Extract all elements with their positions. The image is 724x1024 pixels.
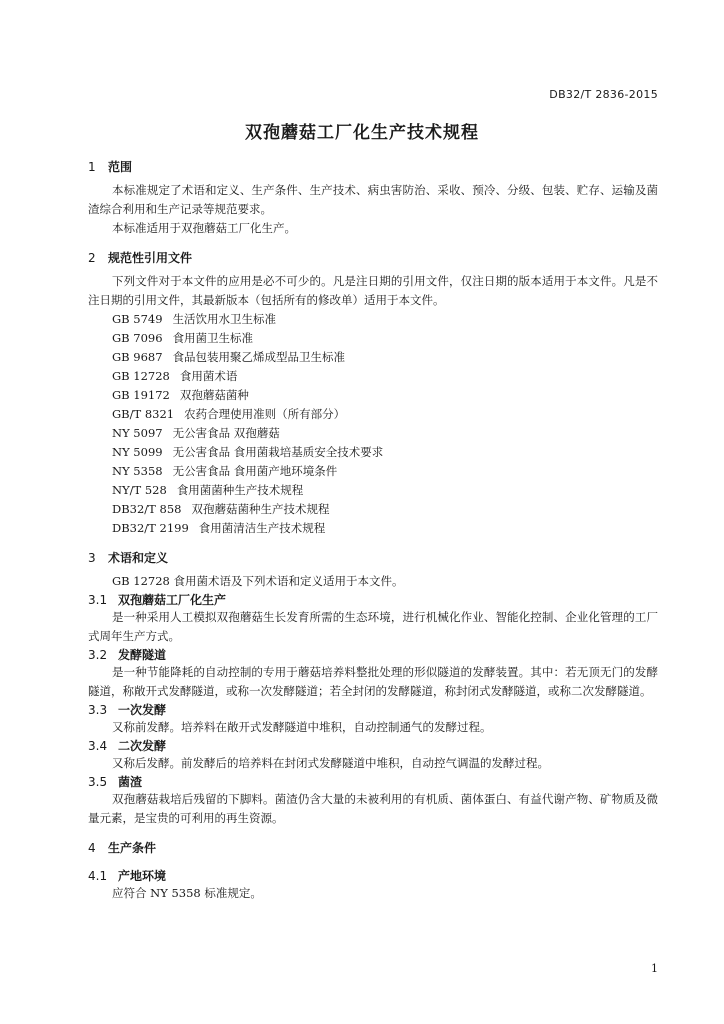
standard-code: DB32/T 2836-2015 xyxy=(549,88,658,101)
reference-item: GB 9687 食品包装用聚乙烯成型品卫生标准 xyxy=(112,350,346,364)
reference-item: GB 7096 食用菌卫生标准 xyxy=(112,331,254,345)
reference-item: NY/T 528 食用菌菌种生产技术规程 xyxy=(112,483,304,497)
term-definition: 是一种节能降耗的自动控制的专用于蘑菇培养料整批处理的形似隧道的发酵装置。其中：若无顶无门的发酵隧道，称敞开式发酵隧道，或称一次发酵隧道；若全封闭的发酵隧道，称封闭式发酵隧道，或称二次发酵隧道。 xyxy=(88,665,658,698)
page-number: 1 xyxy=(651,962,658,975)
scope-paragraph-2: 本标准适用于双孢蘑菇工厂化生产。 xyxy=(112,221,296,235)
document-body xyxy=(88,158,658,903)
scope-paragraph-1: 本标准规定了术语和定义、生产条件、生产技术、病虫害防治、采收、预冷、分级、包装、贮存、运输及菌渣综合利用和生产记录等规范要求。 xyxy=(88,183,658,216)
section-3-heading: 3 术语和定义 xyxy=(88,551,169,565)
term-definition: 又称前发酵。培养料在敞开式发酵隧道中堆积，自动控制通气的发酵过程。 xyxy=(112,720,492,734)
section-1-heading: 1 范围 xyxy=(88,160,133,174)
subsection-4-1-text: 应符合 NY 5358 标准规定。 xyxy=(112,886,262,900)
reference-item: GB 19172 双孢蘑菇菌种 xyxy=(112,388,249,402)
reference-item: DB32/T 2199 食用菌清洁生产技术规程 xyxy=(112,521,326,535)
reference-item: GB/T 8321 农药合理使用准则（所有部分） xyxy=(112,407,346,421)
reference-item: NY 5358 无公害食品 食用菌产地环境条件 xyxy=(112,464,338,478)
term-definition: 又称后发酵。前发酵后的培养料在封闭式发酵隧道中堆积，自动控气调温的发酵过程。 xyxy=(112,756,549,770)
subsection-4-1-heading: 4.1 产地环境 xyxy=(88,869,167,883)
reference-item: GB 12728 食用菌术语 xyxy=(112,369,238,383)
terms-intro: GB 12728 食用菌术语及下列术语和定义适用于本文件。 xyxy=(112,574,404,588)
term-3-5-heading: 3.5 菌渣 xyxy=(88,775,143,789)
term-3-4-heading: 3.4 二次发酵 xyxy=(88,739,167,753)
term-3-3-heading: 3.3 一次发酵 xyxy=(88,703,167,717)
term-3-1-heading: 3.1 双孢蘑菇工厂化生产 xyxy=(88,593,227,607)
reference-item: GB 5749 生活饮用水卫生标准 xyxy=(112,312,277,326)
reference-item: DB32/T 858 双孢蘑菇菌种生产技术规程 xyxy=(112,502,330,516)
reference-item: NY 5099 无公害食品 食用菌栽培基质安全技术要求 xyxy=(112,445,384,459)
references-intro: 下列文件对于本文件的应用是必不可少的。凡是注日期的引用文件，仅注日期的版本适用于本文件。凡是不注日期的引用文件，其最新版本（包括所有的修改单）适用于本文件。 xyxy=(88,274,658,307)
term-3-2-heading: 3.2 发酵隧道 xyxy=(88,648,167,662)
term-definition: 是一种采用人工模拟双孢蘑菇生长发育所需的生态环境，进行机械化作业、智能化控制、企业化管理的工厂式周年生产方式。 xyxy=(88,610,658,643)
document-title: 双孢蘑菇工厂化生产技术规程 xyxy=(245,123,479,143)
section-4-heading: 4 生产条件 xyxy=(88,841,157,855)
reference-list xyxy=(88,310,658,538)
reference-item: NY 5097 无公害食品 双孢蘑菇 xyxy=(112,426,280,440)
term-definition: 双孢蘑菇栽培后残留的下脚料。菌渣仍含大量的未被利用的有机质、菌体蛋白、有益代谢产物、矿物质及微量元素，是宝贵的可利用的再生资源。 xyxy=(88,792,658,825)
section-2-heading: 2 规范性引用文件 xyxy=(88,251,193,265)
